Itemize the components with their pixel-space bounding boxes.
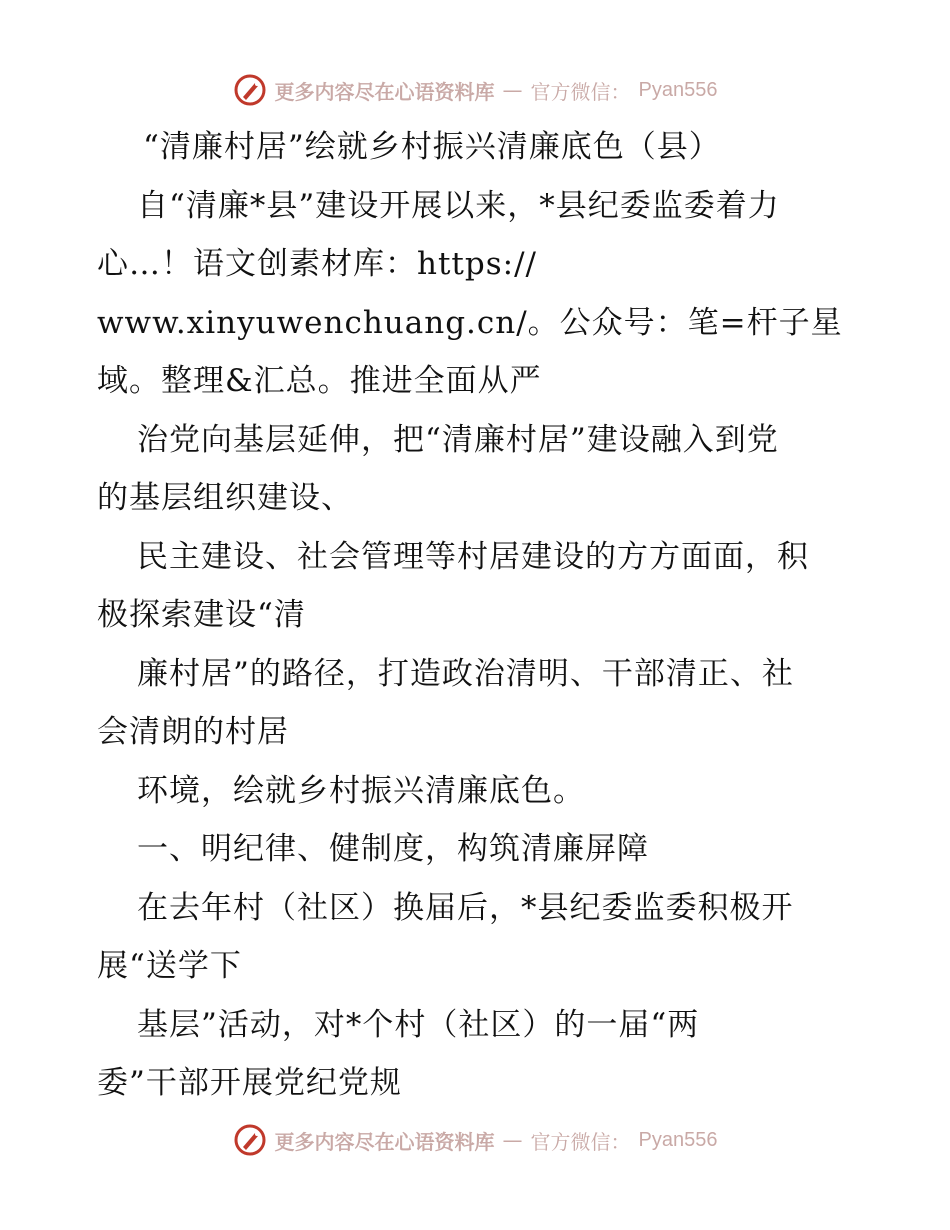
text-line: 域。整理&汇总。推进全面从严 [97, 363, 542, 399]
document-body [97, 118, 857, 1113]
banner-wechat-label: 官方微信： [530, 79, 631, 104]
text-line: 极探索建设“清 [97, 597, 306, 633]
header-watermark-banner [0, 72, 950, 108]
banner-main-text: 更多内容尽在心语资料库 [274, 1129, 495, 1154]
text-line: 自“清廉*县”建设开展以来，*县纪委监委着力 [137, 187, 780, 224]
section-heading: 一、明纪律、健制度，构筑清廉屏障 [137, 831, 649, 867]
text-line: 展“送学下 [97, 948, 242, 984]
text-line: 基层”活动，对*个村（社区）的一届“两 [137, 1006, 700, 1043]
document-title: “清廉村居”绘就乡村振兴清廉底色（县） [143, 129, 721, 165]
text-line: 在去年村（社区）换届后，*县纪委监委积极开 [137, 889, 794, 926]
pen-logo-icon [233, 73, 267, 107]
text-line: 廉村居”的路径，打造政治清明、干部清正、社 [137, 655, 794, 692]
banner-separator: — [502, 78, 523, 102]
text-line: 治党向基层延伸，把“清廉村居”建设融入到党 [137, 421, 779, 458]
text-line: 委”干部开展党纪党规 [97, 1065, 402, 1101]
banner-wechat-label: 官方微信： [530, 1129, 631, 1154]
text-line: www.xinyuwenchuang.cn/。公众号：笔=杆子星 [97, 304, 843, 341]
text-line: 的基层组织建设、 [97, 480, 353, 516]
banner-separator: — [502, 1128, 523, 1152]
text-line: 会清朗的村居 [97, 714, 289, 750]
banner-main-text: 更多内容尽在心语资料库 [274, 79, 495, 104]
pen-logo-icon [233, 1123, 267, 1157]
footer-watermark-banner [0, 1122, 950, 1158]
text-line: 心…！语文创素材库：https:// [97, 246, 537, 282]
text-line: 民主建设、社会管理等村居建设的方方面面，积 [137, 538, 809, 575]
banner-wechat-id: Pyan556 [638, 1128, 718, 1151]
banner-wechat-id: Pyan556 [638, 78, 718, 101]
text-line: 环境，绘就乡村振兴清廉底色。 [137, 772, 585, 809]
